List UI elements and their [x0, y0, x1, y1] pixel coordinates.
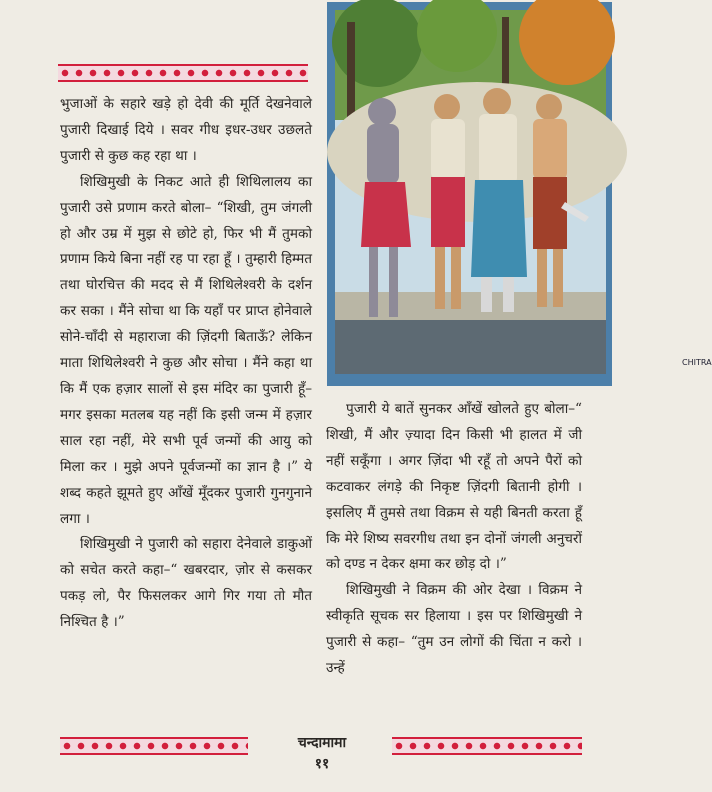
decorative-border-bottom-left — [60, 737, 248, 755]
left-text-column — [60, 92, 312, 636]
paragraph: शिखिमुखी ने पुजारी को सहारा देनेवाले डाकुओं को सचेत करते कहा–“ खबरदार, ज़ोर से कसकर पकड़ लो, पैर फिसलकर आगे गिर गया तो मौत निश्चित है ।” — [60, 536, 312, 631]
magazine-title: चन्दामामा — [297, 735, 347, 751]
decorative-border-top — [58, 64, 308, 82]
artist-signature: CHITRA — [682, 358, 712, 367]
story-illustration — [327, 2, 712, 386]
paragraph: पुजारी ये बातें सुनकर आँखें खोलते हुए बोला–“ शिखी, मैं और ज़्यादा दिन किसी भी हालत में जी नहीं सकूँगा । अगर ज़िंदा भी रहूँ तो अपने पैरों को कटवाकर लंगड़े की निकृष्ट ज़िंदगी बितानी होगी । इसलिए मैं तुमसे तथा विक्रम से यही बिनती करता हूँ कि मेरे शिष्य सवरगीध तथा इन दोनों जंगली अनुचरों को दण्ड न देकर क्षमा कर छोड़ दो ।” — [326, 401, 582, 573]
decorative-border-bottom-right — [392, 737, 582, 755]
page-number: ११ — [314, 756, 330, 772]
right-text-column — [326, 397, 582, 682]
paragraph: शिखिमुखी के निकट आते ही शिथिलालय का पुजारी उसे प्रणाम करते बोला– “शिखी, तुम जंगली हो और उम्र में मुझ से छोटे हो, फिर भी मैं तुमको प्रणाम किये बिना नहीं रह पा रहा हूँ । तुम्हारी हिम्मत तथा घोरचित्त की मदद से मैं शिथिलेश्वरी के दर्शन कर सका । मैंने सोचा था कि यहाँ पर प्राप्त होनेवाले सोने-चाँदी से महाराजा की ज़िंदगी बिताऊँ? लेकिन माता शिथिलेश्वरी ने कुछ और सोचा । मैंने कहा था कि मैं एक हज़ार सालों से इस मंदिर का पुजारी हूँ–मगर इसका मतलब यह नहीं कि इसी जन्म में हज़ार साल रहा नहीं, मेरे सभी पूर्व जन्मों की आयु को मिला कर । मुझे अपने पूर्वजन्मों का ज्ञान है ।” ये शब्द कहते झूमते हुए आँखें मूँदकर पुजारी गुनगुनाने लगा । — [60, 173, 312, 527]
paragraph: शिखिमुखी ने विक्रम की ओर देखा । विक्रम ने स्वीकृति सूचक सर हिलाया । इस पर शिखिमुखी ने पुजारी से कहा– “तुम उन लोगों की चिंता न करो । उन्हें — [326, 582, 582, 677]
illustration-drawing — [327, 2, 612, 386]
paragraph: भुजाओं के सहारे खड़े हो देवी की मूर्ति देखनेवाले पुजारी दिखाई दिये । सवर गीध इधर-उधर उछलते पुजारी से कुछ कह रहा था । — [60, 96, 312, 164]
